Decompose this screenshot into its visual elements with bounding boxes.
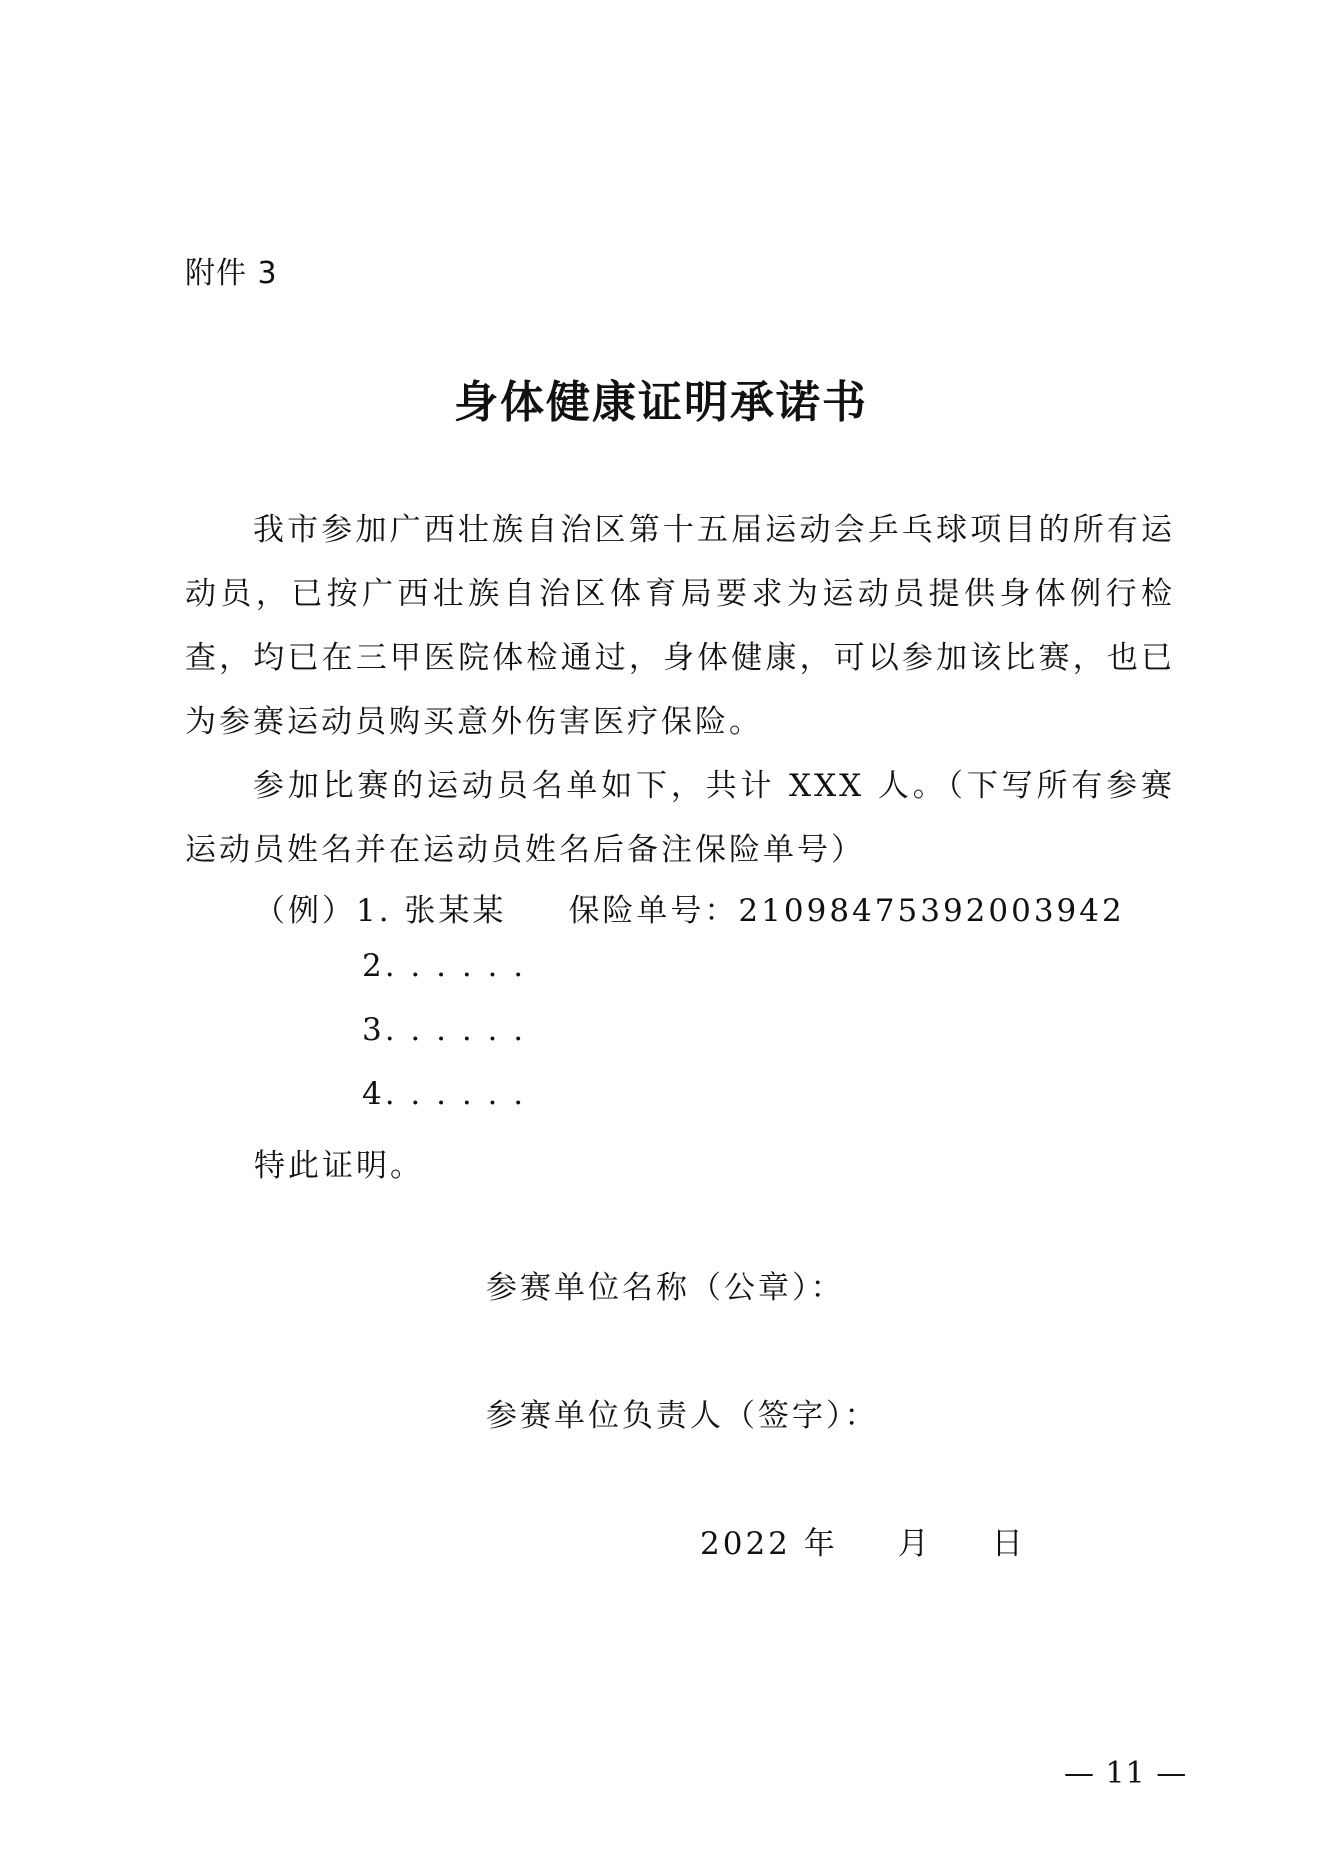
athlete-list-paragraph: 参加比赛的运动员名单如下，共计 XXX 人。（下写所有参赛运动员姓名并在运动员姓名后备注保险单号） [185,768,1175,868]
list-item: 2. . . . . . [362,948,527,984]
list-item: 4. . . . . . [362,1076,527,1112]
date-year: 2022 年 [700,1526,838,1562]
date-line [700,1518,1026,1563]
closing-statement: 特此证明。 [254,1148,424,1184]
example-athlete: （例）1. 张某某 [254,893,507,929]
commitment-paragraph: 我市参加广西壮族自治区第十五届运动会乒乓球项目的所有运动员，已按广西壮族自治区体育局要求为运动员提供身体例行检查，均已在三甲医院体检通过，身体健康，可以参加该比赛，也已为参赛运动员购买意外伤害医疗保险。 [185,512,1175,740]
date-month: 月 [897,1526,932,1562]
page-number: — 11 — [1064,1756,1188,1791]
unit-head-label: 参赛单位负责人（签字）： [486,1398,879,1434]
list-item: 3. . . . . . [362,1012,527,1048]
attachment-label: 附件 3 [185,256,278,291]
document-title: 身体健康证明承诺书 [454,377,868,428]
example-entry [254,885,1125,930]
date-day: 日 [991,1526,1026,1562]
unit-name-label: 参赛单位名称（公章）： [486,1270,845,1306]
example-insurance-number: 保险单号：21098475392003942 [568,893,1125,929]
